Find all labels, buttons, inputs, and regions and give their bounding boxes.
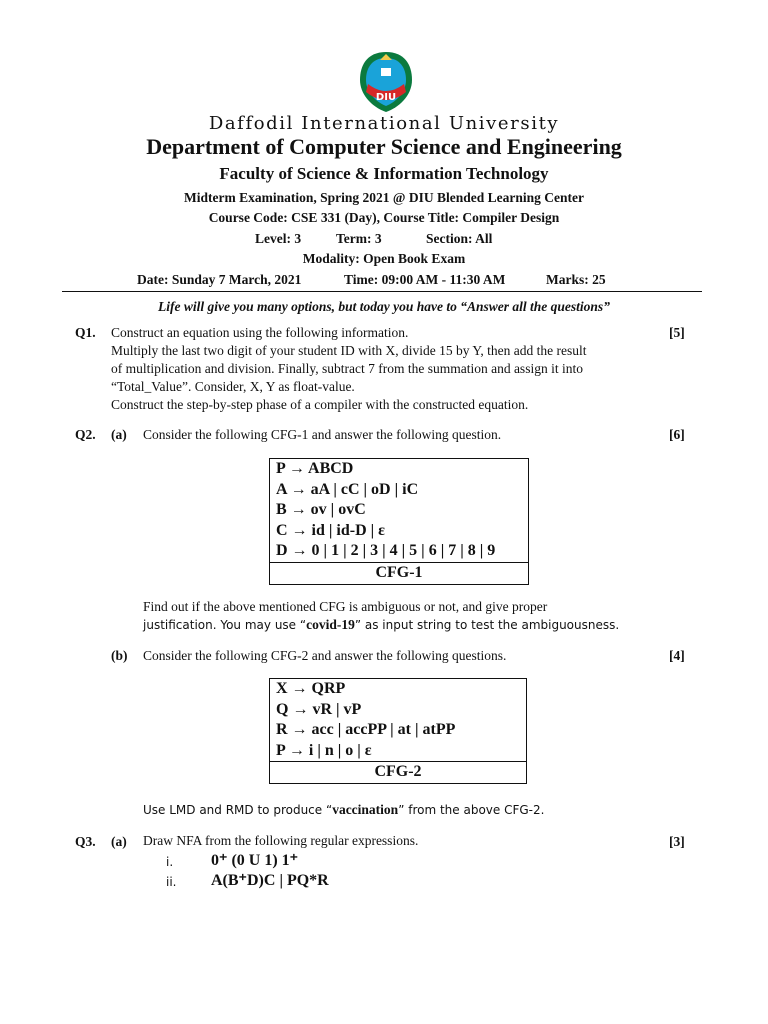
q3a-text: Draw NFA from the following regular expressions. bbox=[143, 833, 419, 848]
modality-info: Modality: Open Book Exam bbox=[302, 251, 466, 266]
q3a-regex: 0⁺ (0 U 1) 1⁺ bbox=[211, 852, 299, 869]
motto: Life will give you many options, but today you have to “Answer all the questions” bbox=[158, 299, 610, 314]
q3a-regex: A(B⁺D)C | PQ*R bbox=[211, 872, 329, 889]
cfg1-production: C → id | id-D | ε bbox=[276, 521, 386, 539]
q3a-marks: [3] bbox=[669, 834, 685, 849]
exam-marks: Marks: 25 bbox=[546, 272, 606, 287]
cfg2-production: R → acc | accPP | at | atPP bbox=[276, 721, 456, 739]
q2b-target-word: vaccination bbox=[332, 802, 399, 817]
q2-number: Q2. bbox=[75, 427, 96, 442]
q2a-input-string: covid-19 bbox=[306, 617, 355, 632]
university-name: Daffodil International University bbox=[208, 113, 560, 134]
q1-number: Q1. bbox=[75, 325, 96, 340]
cfg1-production: D → 0 | 1 | 2 | 3 | 4 | 5 | 6 | 7 | 8 | 9 bbox=[276, 542, 496, 560]
cfg2-production: Q → vR | vP bbox=[276, 700, 362, 718]
cfg1-production: P → ABCD bbox=[276, 460, 354, 477]
faculty-title: Faculty of Science & Information Technology bbox=[219, 164, 549, 183]
cfg2-production: P → i | n | o | ε bbox=[276, 741, 372, 759]
cfg1-production: A → aA | cC | oD | iC bbox=[276, 480, 419, 498]
q2a-instruction-line1: Find out if the above mentioned CFG is ambiguous or not, and give proper bbox=[143, 599, 548, 614]
cfg1-table bbox=[269, 458, 529, 585]
svg-text:DIU: DIU bbox=[375, 92, 397, 103]
q1-text bbox=[111, 324, 586, 414]
q3a-item-number: ii. bbox=[166, 875, 177, 889]
cfg2-rule bbox=[270, 679, 527, 762]
cfg2-caption: CFG-2 bbox=[270, 762, 527, 784]
cfg1-production: B → ov | ovC bbox=[276, 501, 366, 519]
exam-time: Time: 09:00 AM - 11:30 AM bbox=[344, 272, 506, 287]
exam-title: Midterm Examination, Spring 2021 @ DIU Blended Learning Center bbox=[184, 190, 584, 205]
q1-line: Construct the step-by-step phase of a compiler with the constructed equation. bbox=[111, 397, 529, 412]
q2a-marks: [6] bbox=[669, 427, 685, 442]
department-title: Department of Computer Science and Engineering bbox=[146, 134, 622, 159]
q2b-text: Consider the following CFG-2 and answer the following questions. bbox=[143, 648, 507, 663]
level-info: Level: 3 bbox=[255, 231, 302, 246]
exam-date: Date: Sunday 7 March, 2021 bbox=[137, 272, 302, 287]
q2a-text: Consider the following CFG-1 and answer the following question. bbox=[143, 427, 502, 442]
q1-marks: [5] bbox=[669, 325, 685, 340]
section-info: Section: All bbox=[426, 231, 493, 246]
q3-number: Q3. bbox=[75, 834, 96, 849]
cfg1-rule bbox=[270, 459, 529, 563]
q2b-instruction: Use LMD and RMD to produce “vaccination” from the above CFG-2. bbox=[143, 802, 545, 817]
q3a-label: (a) bbox=[111, 834, 127, 849]
q3a-item-number: i. bbox=[166, 855, 174, 869]
q1-line: of multiplication and division. Finally, subtract 7 from the summation and assign it into bbox=[111, 361, 583, 376]
q2a-instruction bbox=[143, 598, 654, 634]
cfg2-production: X → QRP bbox=[276, 680, 346, 697]
cfg1-caption: CFG-1 bbox=[270, 562, 529, 584]
q2b-label: (b) bbox=[111, 648, 128, 663]
q2b-marks: [4] bbox=[669, 648, 685, 663]
q1-line: Multiply the last two digit of your student ID with X, divide 15 by Y, then add the result bbox=[111, 343, 587, 358]
header-divider bbox=[62, 291, 702, 292]
course-info: Course Code: CSE 331 (Day), Course Title: Compiler Design bbox=[208, 210, 560, 225]
q1-line: Construct an equation using the following information. bbox=[111, 325, 409, 340]
q2a-label: (a) bbox=[111, 427, 127, 442]
university-logo bbox=[354, 50, 418, 114]
q1-line: “Total_Value”. Consider, X, Y as float-value. bbox=[111, 379, 355, 394]
term-info: Term: 3 bbox=[336, 231, 382, 246]
q2a-instruction-line2: justification. You may use “covid-19” as input string to test the ambiguousness. bbox=[143, 617, 620, 632]
cfg2-table bbox=[269, 678, 527, 784]
